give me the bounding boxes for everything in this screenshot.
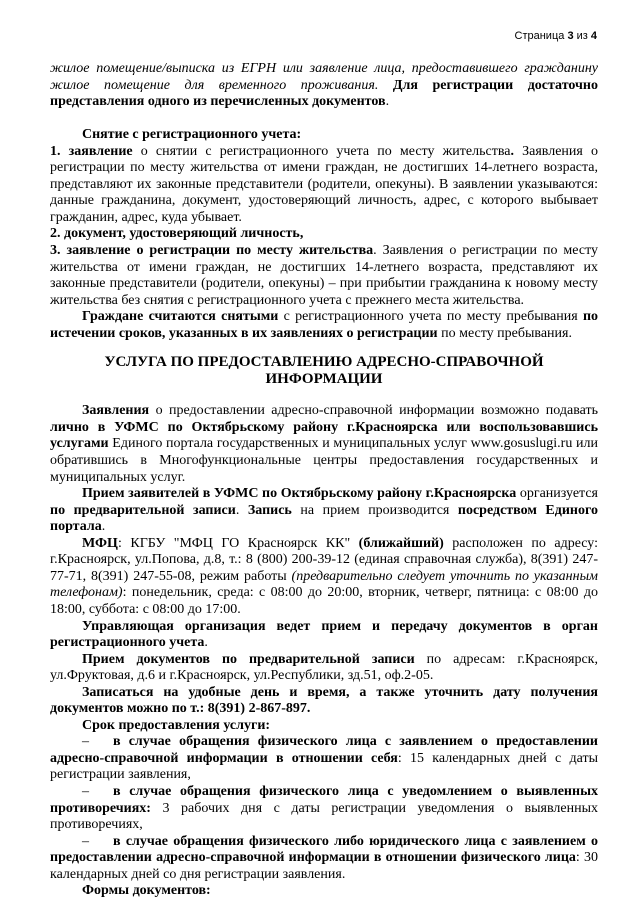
- text-run: Граждане считаются снятыми: [82, 309, 279, 325]
- spacer: [50, 342, 598, 354]
- total-pages: 4: [590, 30, 597, 42]
- paragraph: [50, 652, 598, 685]
- text-run: : КГБУ "МФЦ ГО Красноярск КК": [117, 535, 359, 551]
- paragraph: [50, 61, 598, 111]
- document-body: [50, 61, 598, 900]
- paragraph: [50, 486, 598, 536]
- text-run: УСЛУГА ПО ПРЕДОСТАВЛЕНИЮ АДРЕСНО-СПРАВОЧНОЙ ИНФОРМАЦИИ: [104, 354, 544, 387]
- text-run: Единого портала государственных и муниципальных услуг www.gosuslugi.ru или обратившись в Многофункциональные центры предоставления государственных и муниципальных услуг.: [50, 436, 598, 485]
- dash-bullet: –: [82, 833, 89, 849]
- text-run: (ближайший): [358, 535, 444, 551]
- text-run: с регистрационного учета по месту пребывания: [278, 309, 583, 325]
- text-run: организуется: [516, 486, 598, 502]
- paragraph: [50, 403, 598, 486]
- text-run: по истечении сроков, указанных в их заявлениях о регистрации: [50, 309, 599, 341]
- text-run: 1. заявление: [50, 143, 133, 159]
- text-run: .: [204, 635, 208, 651]
- text-run: Заявления о регистрации по месту жительства от имени граждан, не достигших 14-летнего возраста, представляют их законные представители (родители, опекуны). В заявлении указываются: данные гражданина, документ, удостоверяющий личность, адрес, с которого выбывает гражданин, адрес, куда убывает.: [50, 143, 598, 225]
- text-run: .: [101, 519, 106, 535]
- text-run: Срок предоставления услуги:: [82, 717, 271, 733]
- text-run: Прием заявителей в УФМС по Октябрьскому району г.Красноярска: [82, 486, 517, 502]
- text-run: о снятии с регистрационного учета по месту жительства: [132, 143, 511, 159]
- text-run: 2. документ, удостоверяющий личность,: [50, 226, 304, 242]
- text-run: в случае обращения физического лица с заявлением о предоставлении адресно-справочной информации в отношении себя: [50, 734, 598, 766]
- text-run: по адресам: г.Красноярск, ул.Фруктовая, д.6 и г.Красноярск, ул.Республики, зд.51, оф.2-05.: [50, 651, 598, 684]
- page-separator: из: [573, 30, 591, 42]
- dash-bullet: –: [82, 783, 89, 799]
- text-run: 3 рабочих дня с даты регистрации уведомления о выявленных противоречиях,: [50, 800, 598, 833]
- paragraph: [50, 309, 598, 342]
- text-run: по предварительной записи: [50, 502, 236, 518]
- text-run: лично в УФМС по Октябрьскому району г.Красноярска или воспользовавшись услугами: [50, 419, 598, 452]
- paragraph: [50, 226, 598, 243]
- text-run: на прием производится: [291, 502, 458, 518]
- spacer: [50, 387, 598, 403]
- text-run: Запись: [247, 502, 292, 518]
- text-run: Управляющая организация ведет прием и передачу документов в орган регистрационного учета: [50, 618, 598, 651]
- text-run: жилое помещение/выписка из ЕГРН или заявление лица, предоставившего гражданину жилое помещение для временного проживания.: [50, 61, 598, 93]
- text-run: Прием документов по предварительной записи: [82, 651, 415, 667]
- text-run: : 30 календарных дней со дня регистрации заявления.: [50, 850, 599, 882]
- dash-bullet: –: [82, 734, 89, 750]
- paragraph: [50, 144, 598, 227]
- paragraph: [50, 718, 598, 735]
- text-run: в случае обращения физического либо юридического лица с заявлением о предоставлении адресно-справочной информации в отношении физического лица: [50, 833, 598, 866]
- page-label: Страница: [514, 30, 568, 42]
- text-run: о предоставлении адресно-справочной информации возможно подавать: [149, 403, 598, 419]
- text-run: Формы документов:: [82, 883, 211, 899]
- text-run: : понедельник, среда: с 08:00 до 20:00, вторник, четверг, пятница: с 08:00 до 18:00, суббота: с 08:00 до 17:00.: [50, 585, 598, 617]
- paragraph: [50, 243, 598, 309]
- text-run: Снятие с регистрационного учета:: [82, 127, 302, 143]
- section-heading: [50, 127, 598, 144]
- paragraph: [50, 685, 598, 718]
- text-run: . Заявления о регистрации по месту жительства от имени граждан, не достигших 14-летнего возраста, представляют их законные представители (родители, опекуны) – при прибытии гражданина к новому месту жительства без снятия с регистрационного учета с прежнего места жительства.: [50, 243, 598, 308]
- text-run: : 15 календарных дней с даты регистрации заявления,: [50, 750, 598, 783]
- text-run: в случае обращения физического лица с уведомлением о выявленных противоречиях:: [50, 783, 598, 816]
- text-run: .: [235, 502, 248, 518]
- text-run: по месту пребывания.: [437, 325, 572, 341]
- list-item: [50, 734, 598, 784]
- text-run: расположен по адресу: г.Красноярск, ул.Попова, д.8, т.: 8 (800) 200-39-12 (единая справочная служба), 8(391) 247-77-71, 8(391) 247-55-08, режим работы: [50, 535, 598, 584]
- text-run: МФЦ: [82, 535, 118, 551]
- list-item: [50, 784, 598, 834]
- text-run: .: [510, 143, 514, 159]
- text-run: (предварительно следует уточнить по указанным телефонам): [50, 568, 598, 601]
- paragraph: [50, 619, 598, 652]
- section-title: [50, 354, 598, 387]
- current-page: 3: [567, 30, 574, 42]
- page-number-header: [515, 30, 597, 42]
- spacer: [50, 111, 598, 128]
- text-run: Для регистрации достаточно представления одного из перечисленных документов: [50, 77, 598, 110]
- text-run: Заявления: [82, 403, 150, 419]
- paragraph: [50, 536, 598, 619]
- text-run: .: [385, 94, 390, 110]
- text-run: посредством Единого портала: [50, 502, 598, 535]
- paragraph: [50, 883, 598, 900]
- list-item: [50, 834, 598, 884]
- text-run: 3. заявление о регистрации по месту жительства: [50, 243, 374, 259]
- text-run: Записаться на удобные день и время, а также уточнить дату получения документов можно по т.: 8(391) 2-867-897.: [50, 684, 598, 717]
